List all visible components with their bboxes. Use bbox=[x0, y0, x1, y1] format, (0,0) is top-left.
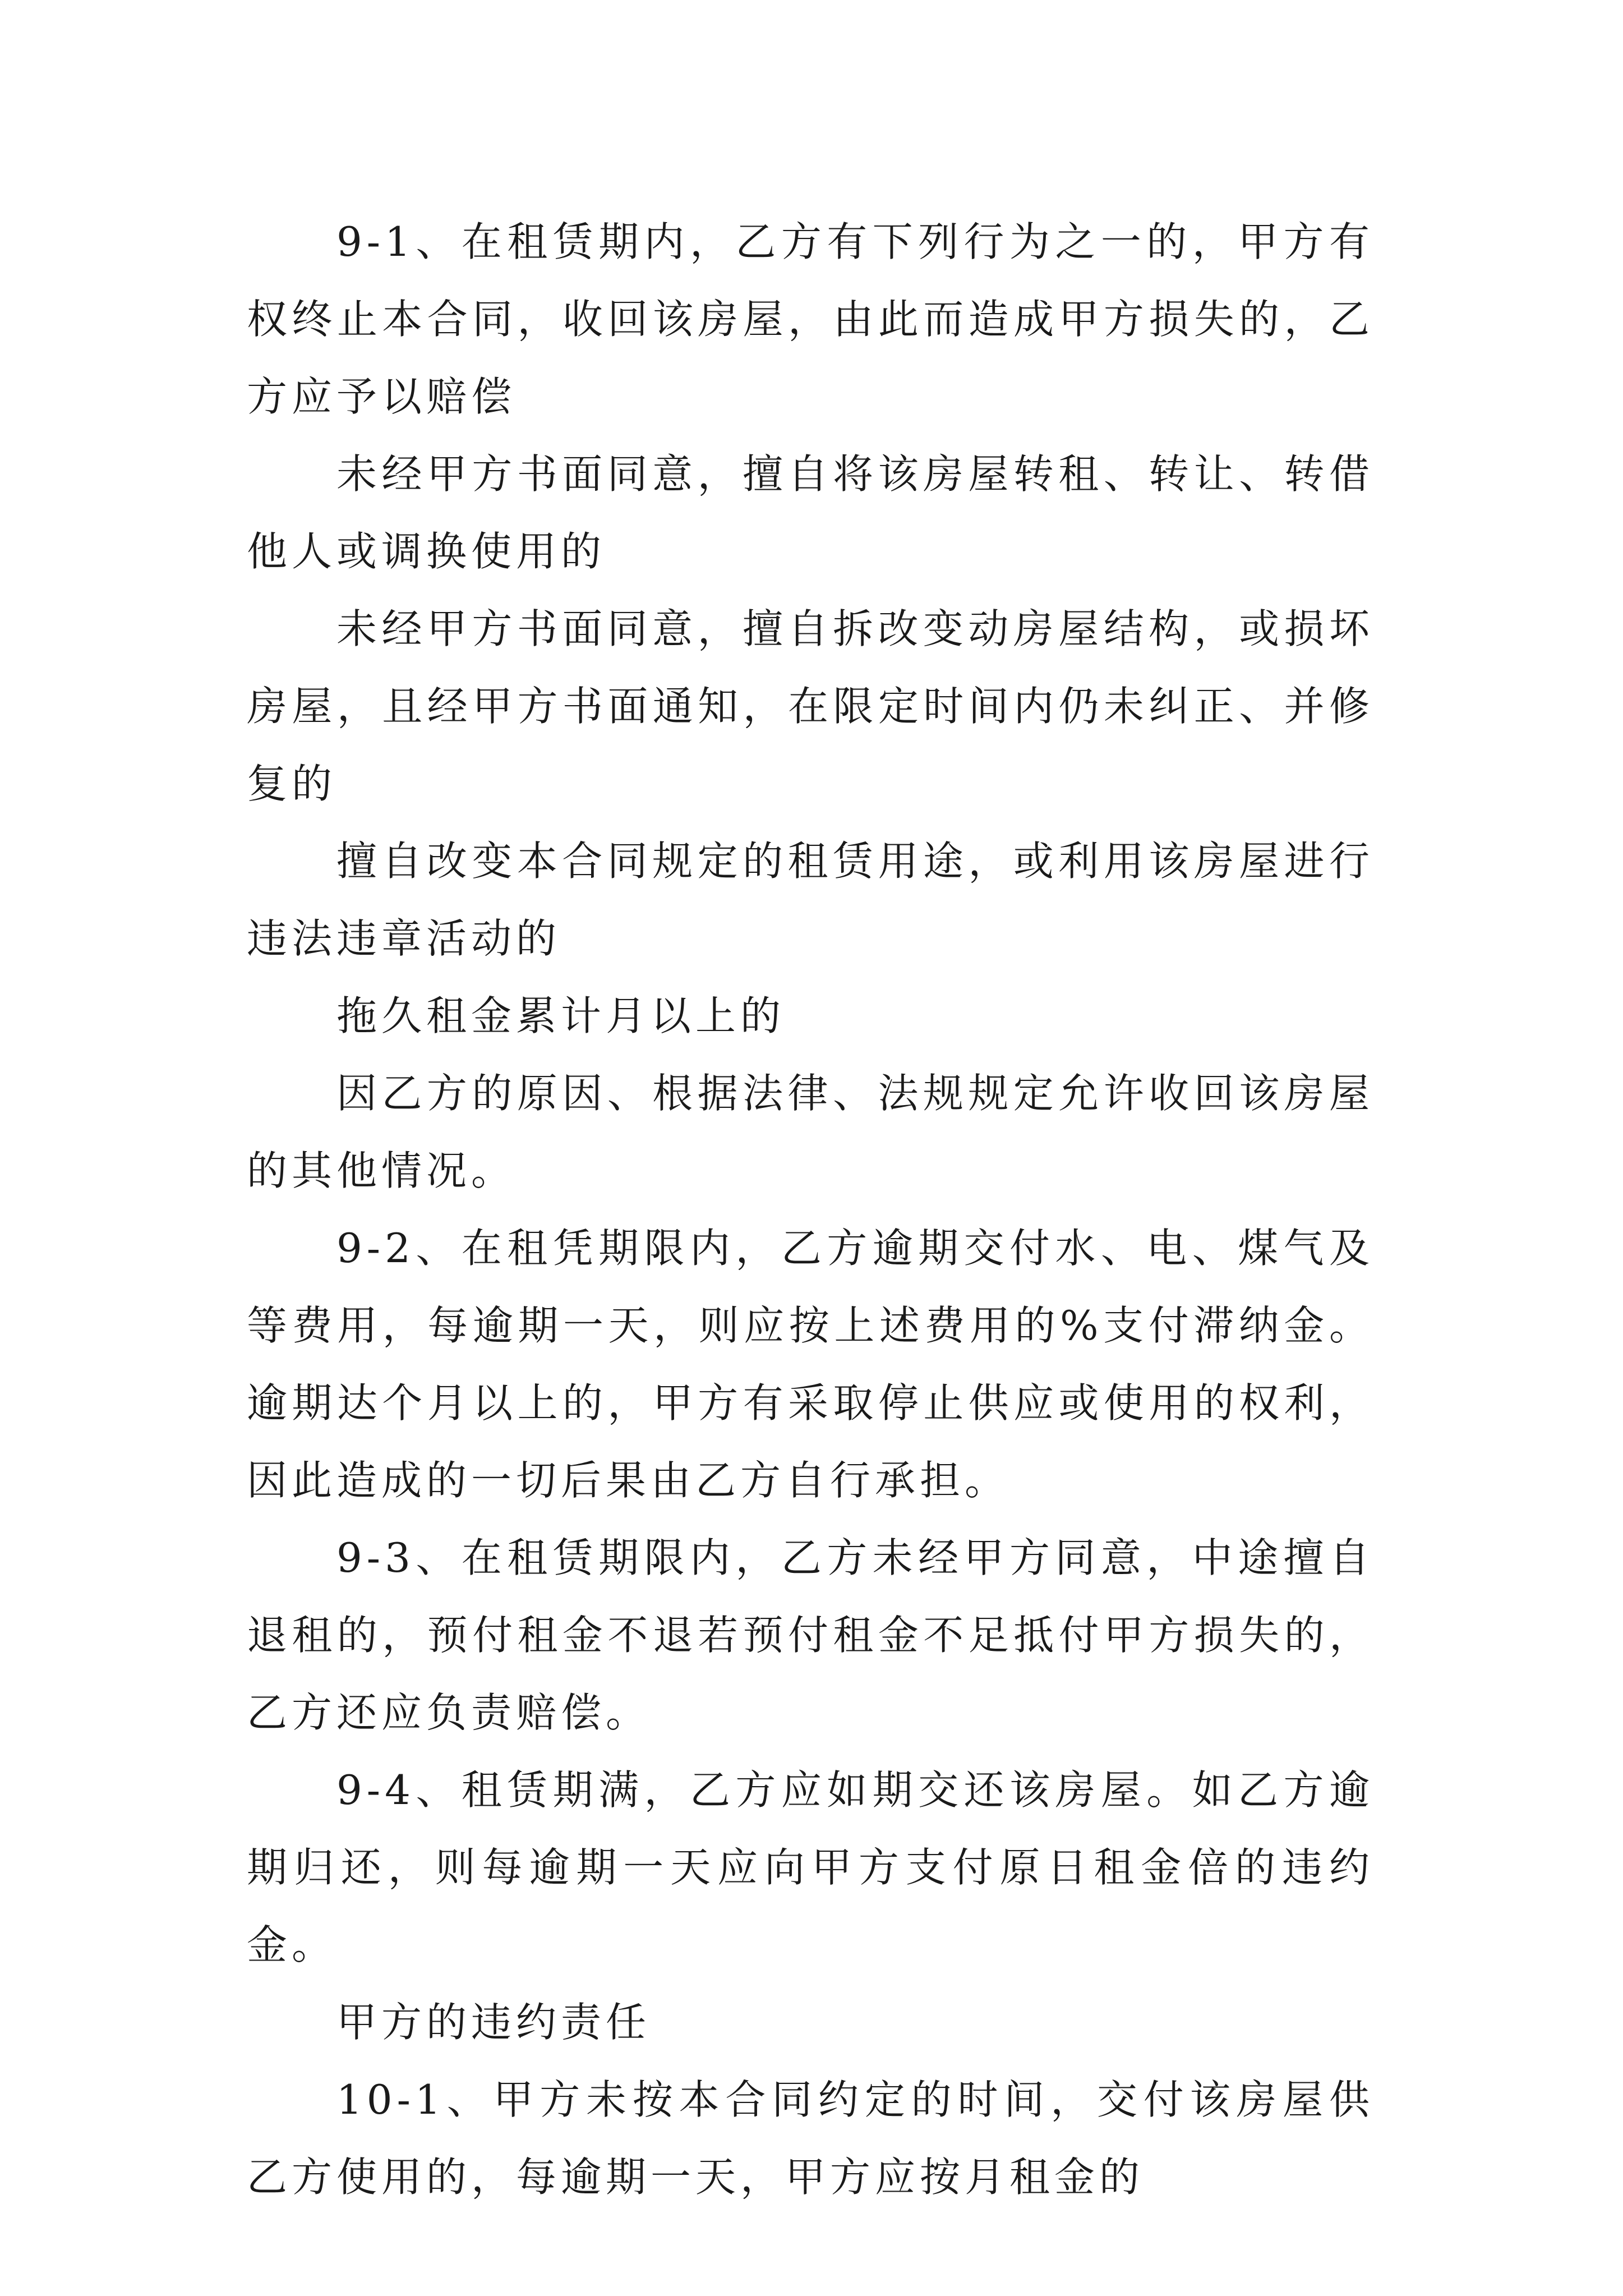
clause-9-3: 9-3、在租赁期限内，乙方未经甲方同意，中途擅自退租的，预付租金不退若预付租金不足抵付甲方损失的，乙方还应负责赔偿。 bbox=[247, 1534, 1374, 1736]
clause-10-1: 10-1、甲方未按本合同约定的时间，交付该房屋供乙方使用的，每逾期一天，甲方应按月租金的 bbox=[247, 2076, 1374, 2201]
clause-9-1: 9-1、在租赁期内，乙方有下列行为之一的，甲方有权终止本合同，收回该房屋，由此而造成甲方损失的，乙方应予以赔偿 bbox=[247, 218, 1374, 420]
clause-item-sublet: 未经甲方书面同意，擅自将该房屋转租、转让、转借他人或调换使用的 bbox=[247, 450, 1374, 575]
clause-9-4: 9-4、租赁期满，乙方应如期交还该房屋。如乙方逾期归还，则每逾期一天应向甲方支付原日租金倍的违约金。 bbox=[247, 1766, 1374, 1968]
clause-9-2: 9-2、在租凭期限内，乙方逾期交付水、电、煤气及等费用，每逾期一天，则应按上述费用的%支付滞纳金。逾期达个月以上的，甲方有采取停止供应或使用的权利，因此造成的一切后果由乙方自行承担。 bbox=[247, 1225, 1374, 1504]
document-body bbox=[247, 203, 1374, 2216]
clause-item-illegal-use: 擅自改变本合同规定的租赁用途，或利用该房屋进行违法违章活动的 bbox=[247, 838, 1374, 962]
clause-item-rent-arrears: 拖久租金累计月以上的 bbox=[336, 992, 786, 1039]
clause-item-alteration: 未经甲方书面同意，擅自拆改变动房屋结构，或损坏房屋，且经甲方书面通知，在限定时间内仍未纠正、并修复的 bbox=[247, 605, 1374, 807]
clause-item-other: 因乙方的原因、根据法律、法规规定允许收回该房屋的其他情况。 bbox=[247, 1070, 1374, 1194]
section-heading-landlord-liability: 甲方的违约责任 bbox=[336, 1999, 651, 2046]
